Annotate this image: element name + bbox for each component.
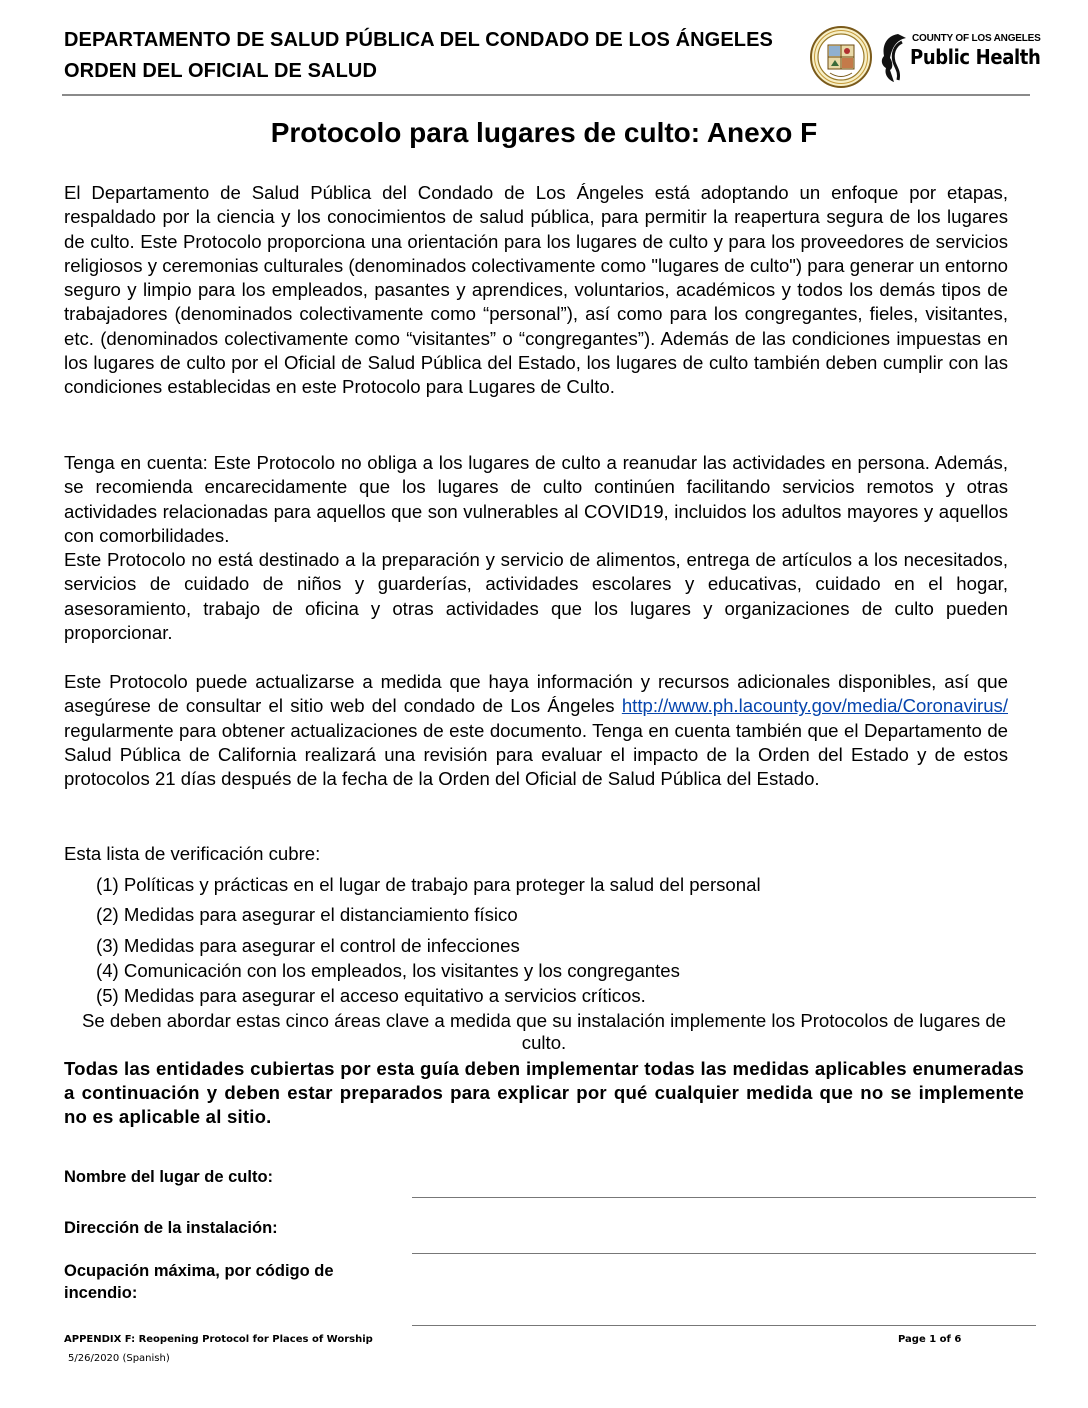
footer-date: 5/26/2020 (Spanish) xyxy=(68,1353,170,1364)
logo-public-health-text: Public Health xyxy=(910,45,1041,69)
checklist-intro: Esta lista de verificación cubre: xyxy=(64,843,321,864)
worship-name-label: Nombre del lugar de culto: xyxy=(64,1168,274,1186)
page-title: Protocolo para lugares de culto: Anexo F xyxy=(270,117,818,148)
header-divider xyxy=(62,94,1030,96)
updates-text-after: regularmente para obtener actualizaciones de este documento. Tenga en cuenta también que el Departamento de Salud Pública de California realizará una revisión para evaluar el impacto de la Orden del Estado y de estos protocolos 21 días después de la fecha de la Orden del Oficial de Salud Pública del Estado. xyxy=(64,719,1008,790)
max-occupancy-label: Ocupación máxima, por código de incendio: xyxy=(64,1262,334,1302)
max-occupancy-field[interactable] xyxy=(412,1325,1036,1326)
scope-paragraph: Este Protocolo no está destinado a la preparación y servicio de alimentos, entrega de artículos a los necesitados, servicios de cuidado de niños y guarderías, actividades escolares y educativas, cuidado en el hogar, asesoramiento, trabajo de oficina y otras actividades que los lugares y organizaciones de culto pueden proporcionar. xyxy=(64,549,1008,643)
logo-county-text: COUNTY OF LOS ANGELES xyxy=(912,33,1041,44)
footer-appendix: APPENDIX F: Reopening Protocol for Places of Worship xyxy=(64,1334,373,1345)
key-areas-note: Se deben abordar estas cinco áreas clave a medida que su instalación implemente los Protocolos de lugares de culto. xyxy=(81,1010,1007,1053)
compliance-statement: Todas las entidades cubiertas por esta guía deben implementar todas las medidas aplicables enumeradas a continuación y deben estar preparados para explicar por qué cualquier medida que no se implemente no es aplicable al sitio. xyxy=(64,1058,1024,1127)
public-health-logo xyxy=(876,30,1041,84)
checklist-item: (2) Medidas para asegurar el distanciamiento físico xyxy=(96,904,518,925)
coronavirus-website-link[interactable]: http://www.ph.lacounty.gov/media/Coronavirus/ xyxy=(621,695,1008,717)
checklist-item: (5) Medidas para asegurar el acceso equitativo a servicios críticos. xyxy=(96,985,646,1006)
county-seal-icon xyxy=(810,26,872,88)
checklist-item: (1) Políticas y prácticas en el lugar de trabajo para proteger la salud del personal xyxy=(96,874,761,895)
updates-text-before: Este Protocolo puede actualizarse a medida que haya información y recursos adicionales disponibles, así que asegúrese de consultar el sitio web del condado de Los Ángeles xyxy=(64,671,1008,717)
footer-page-number: Page 1 of 6 xyxy=(898,1334,962,1345)
note-paragraph: Tenga en cuenta: Este Protocolo no obliga a los lugares de culto a reanudar las actividades en persona. Además, se recomienda encarecidamente que los lugares de culto continúen facilitando servicios remotos y otras actividades relacionadas para aquellos que son vulnerables al COVID19, incluidos los adultos mayores y aquellos con comorbilidades. xyxy=(64,452,1008,546)
intro-paragraph: El Departamento de Salud Pública del Condado de Los Ángeles está adoptando un enfoque por etapas, respaldado por la ciencia y los conocimientos de salud pública, para permitir la reapertura segura de los lugares de culto. Este Protocolo proporciona una orientación para los lugares de culto y para los proveedores de servicios religiosos y ceremonias culturales (denominados colectivamente como "lugares de culto") para generar un entorno seguro y limpio para los empleados, pasantes y aprendices, voluntarios, académicos y todos los demás tipos de trabajadores (denominados colectivamente como “personal”), así como para los congregantes, fieles, visitantes, etc. (denominados colectivamente como “visitantes” o “congregantes”). Además de las condiciones impuestas en los lugares de culto por el Oficial de Salud Pública del Estado, los lugares de culto también deben cumplir con las condiciones establecidas en este Protocolo para Lugares de Culto. xyxy=(64,182,1008,398)
facility-address-field[interactable] xyxy=(412,1253,1036,1254)
department-heading: DEPARTAMENTO DE SALUD PÚBLICA DEL CONDADO DE LOS ÁNGELES xyxy=(64,29,773,51)
facility-address-label: Dirección de la instalación: xyxy=(64,1219,278,1237)
order-heading: ORDEN DEL OFICIAL DE SALUD xyxy=(64,60,377,82)
checklist-item: (3) Medidas para asegurar el control de infecciones xyxy=(96,935,520,956)
checklist-item: (4) Comunicación con los empleados, los visitantes y los congregantes xyxy=(96,960,680,981)
worship-name-field[interactable] xyxy=(412,1197,1036,1198)
profile-silhouette-icon xyxy=(876,30,910,84)
updates-paragraph xyxy=(64,670,1008,791)
